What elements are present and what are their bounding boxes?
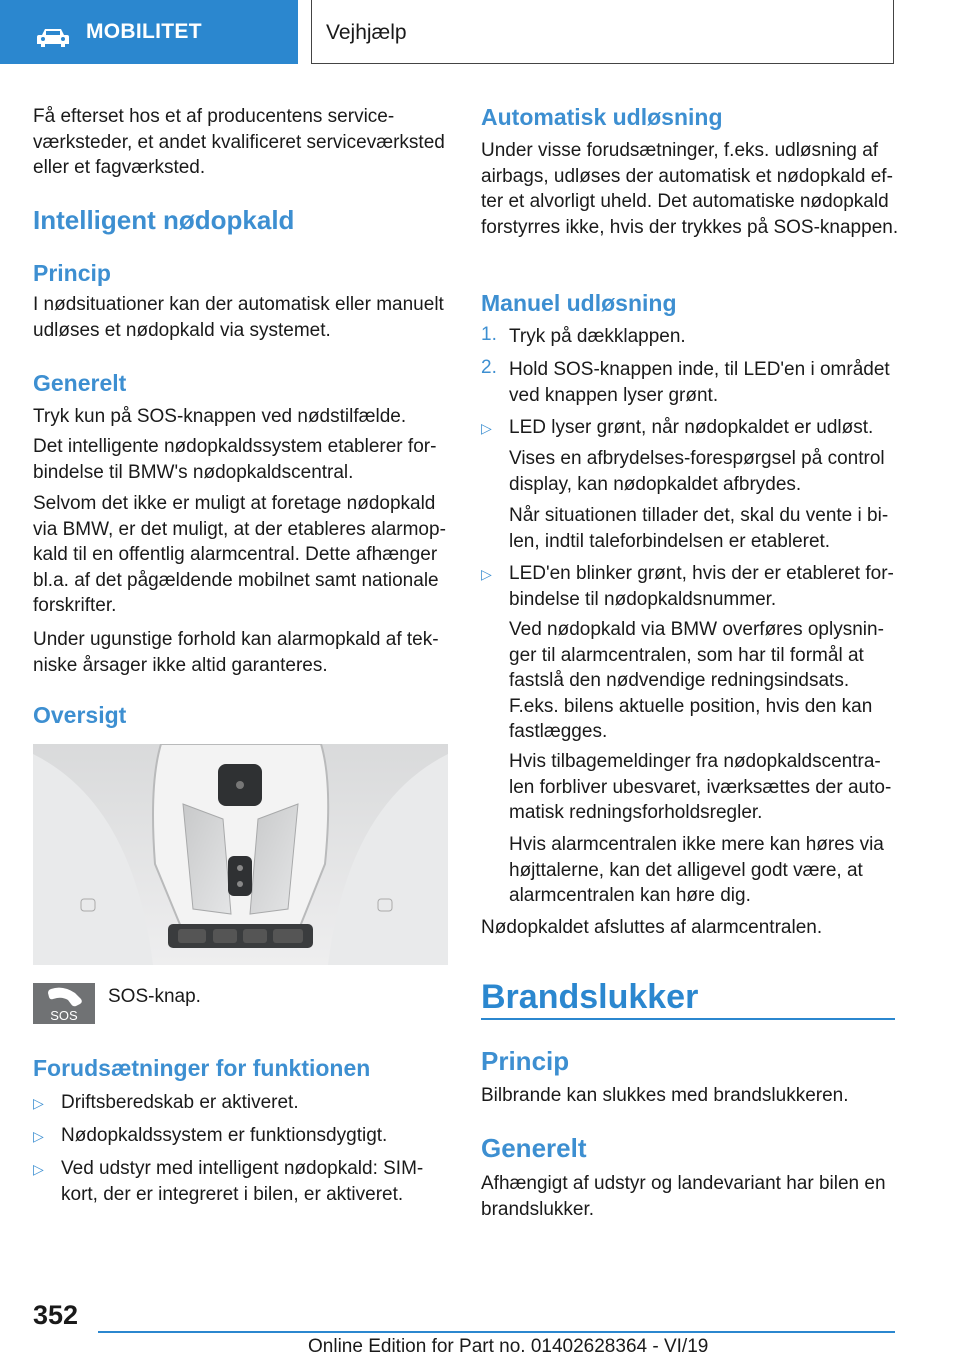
generelt-text-2b: Afhængigt af udstyr og landevariant har bilen en brandslukker. [481, 1173, 886, 1220]
generelt-text-4: Under ugunstige forhold kan alarmopkald af tekniske årsager ikke altid garanteres. [33, 629, 439, 676]
page-number: 352 [33, 1300, 79, 1330]
edition-text: Online Edition for Part no. 01402628364 - VI/19 [308, 1336, 709, 1357]
requirement-item: Nødopkaldssystem er funktionsdygtigt. [61, 1125, 388, 1146]
bullet-triangle-icon: ▷ [33, 1095, 44, 1111]
chapter-label: Vejhjælp [326, 21, 407, 44]
intro-text: Få efterset hos et af producentens serviceværksteder, et andet kvalificeret serviceværksted eller et fagværksted. [33, 106, 445, 178]
sos-caption: SOS-knap. [108, 986, 201, 1007]
requirement-item: Ved udstyr med intelligent nødopkald: SIM-kort, der er integreret i bilen, er aktiveret. [61, 1158, 424, 1205]
sos-icon-text: SOS [50, 1008, 78, 1023]
sos-button-icon [33, 983, 95, 1024]
generelt-text-1: Tryk kun på SOS-knappen ved nødstilfælde. [33, 406, 407, 427]
automatisk-text: Under visse forudsætninger, f.eks. udløsning af airbags, udløses der automatisk et nødopkald efter et alvorligt uheld. Det automatiske nødopkald forstyrres ikke, hvis der trykkes på SOS-knappen. [481, 140, 899, 238]
result-item: LED lyser grønt, når nødopkaldet er udløst. [509, 417, 874, 438]
heading-princip: Princip [33, 260, 111, 286]
section-tab [0, 0, 298, 64]
step-text: Hold SOS-knappen inde, til LED'en i området ved knappen lyser grønt. [509, 359, 890, 406]
bullet-triangle-icon: ▷ [481, 420, 492, 436]
step-number: 1. [481, 324, 497, 345]
generelt-text-2: Det intelligente nødopkaldssystem etablerer forbindelse til BMW's nødopkaldscentral. [33, 436, 437, 483]
heading-forudsaetninger: Forudsætninger for funktionen [33, 1055, 371, 1081]
bullet-triangle-icon: ▷ [481, 566, 492, 582]
section-label: MOBILITET [86, 20, 202, 43]
heading-brandslukker: Brandslukker [481, 978, 699, 1016]
result-note: Ved nødopkald via BMW overføres oplysninger til alarmcentralen, som har til formål at fastslå den nødvendige redningsindsats. F.eks. bilens aktuelle position, hvis den kan fastlægges. [509, 619, 884, 742]
heading-generelt: Generelt [33, 370, 127, 396]
footer-rule [98, 1331, 895, 1333]
result-item: LED'en blinker grønt, hvis der er etableret forbindelse til nødopkaldsnummer. [509, 563, 894, 610]
heading-princip-2: Princip [481, 1046, 570, 1076]
heading-generelt-2: Generelt [481, 1133, 587, 1163]
heading-rule [481, 1018, 895, 1020]
end-text: Nødopkaldet afsluttes af alarmcentralen. [481, 917, 823, 938]
heading-intelligent: Intelligent nødopkald [33, 205, 295, 235]
car-icon [36, 27, 70, 49]
overhead-console-photo [33, 744, 448, 965]
result-note: Hvis tilbagemeldinger fra nødopkaldscentralen forbliver ubesvaret, iværksættes der automatisk redningsforholdsregler. [509, 751, 892, 823]
bullet-triangle-icon: ▷ [33, 1161, 44, 1177]
heading-manuel: Manuel udløsning [481, 290, 677, 316]
step-text: Tryk på dækklappen. [509, 326, 686, 347]
requirement-item: Driftsberedskab er aktiveret. [61, 1092, 299, 1113]
heading-automatisk: Automatisk udløsning [481, 104, 723, 130]
generelt-text-3: Selvom det ikke er muligt at foretage nødopkald via BMW, er det muligt, at der etableres alarmopkald til en offentlig alarmcentral. Dette afhænger bl.a. af det pågældende mobilnet samt nationale forskrifter. [33, 493, 446, 616]
bullet-triangle-icon: ▷ [33, 1128, 44, 1144]
result-note: Vises en afbrydelses-forespørgsel på control display, kan nødopkaldet afbrydes. [509, 448, 885, 495]
chapter-box [311, 0, 894, 64]
result-note: Hvis alarmcentralen ikke mere kan høres via højttalerne, kan det alligevel godt være, at alarmcentralen kan høre dig. [509, 834, 884, 906]
heading-oversigt: Oversigt [33, 702, 127, 728]
step-number: 2. [481, 357, 497, 378]
princip-text-2: Bilbrande kan slukkes med brandslukkeren. [481, 1085, 849, 1106]
result-note: Når situationen tillader det, skal du vente i bilen, indtil taleforbindelsen er etableret. [509, 505, 889, 552]
princip-text: I nødsituationer kan der automatisk eller manuelt udløses et nødopkald via systemet. [33, 294, 444, 341]
